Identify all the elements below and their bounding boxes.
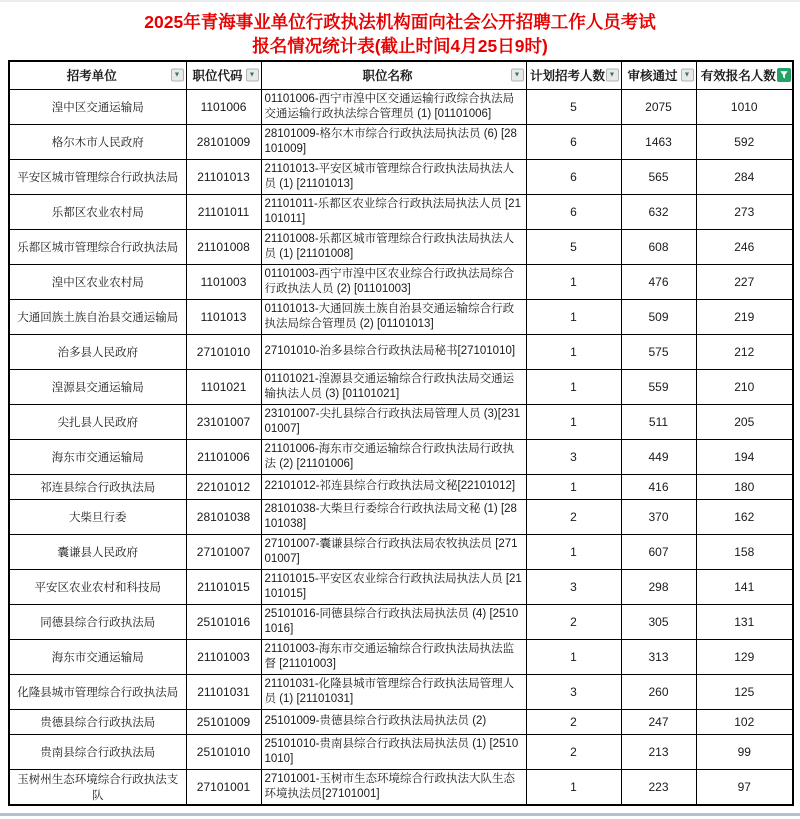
column-header: [261, 61, 526, 89]
table-row: [9, 474, 793, 499]
code-cell: 21101008: [186, 229, 261, 264]
planned-count-cell: 1: [526, 299, 621, 334]
valid-count-cell: 97: [696, 769, 793, 805]
table-row: [9, 159, 793, 194]
unit-cell: 海东市交通运输局: [9, 639, 186, 674]
position-cell: 21101008-乐都区城市管理综合行政执法局执法人员 (1) [21101008]: [261, 229, 526, 264]
planned-count-cell: 3: [526, 439, 621, 474]
approved-count-cell: 565: [621, 159, 696, 194]
filter-dropdown-button[interactable]: [171, 69, 184, 82]
column-header-label: 职位代码: [192, 69, 243, 84]
table-row: [9, 299, 793, 334]
unit-cell: 大柴旦行委: [9, 499, 186, 534]
unit-cell: 乐都区城市管理综合行政执法局: [9, 229, 186, 264]
planned-count-cell: 2: [526, 709, 621, 734]
column-header-label: 职位名称: [362, 69, 413, 84]
approved-count-cell: 313: [621, 639, 696, 674]
valid-count-cell: 125: [696, 674, 793, 709]
code-cell: 25101010: [186, 734, 261, 769]
code-cell: 22101012: [186, 474, 261, 499]
table-row: [9, 674, 793, 709]
approved-count-cell: 416: [621, 474, 696, 499]
planned-count-cell: 5: [526, 89, 621, 124]
position-cell: 21101003-海东市交通运输综合行政执法局执法监督 [21101003]: [261, 639, 526, 674]
funnel-icon: [779, 70, 789, 80]
position-cell: 27101010-治多县综合行政执法局秘书[27101010]: [261, 334, 526, 369]
approved-count-cell: 476: [621, 264, 696, 299]
unit-cell: 贵德县综合行政执法局: [9, 709, 186, 734]
position-cell: 28101038-大柴旦行委综合行政执法局文秘 (1) [28101038]: [261, 499, 526, 534]
planned-count-cell: 2: [526, 604, 621, 639]
planned-count-cell: 2: [526, 734, 621, 769]
approved-count-cell: 2075: [621, 89, 696, 124]
table-row: [9, 709, 793, 734]
column-header: [526, 61, 621, 89]
valid-count-cell: 99: [696, 734, 793, 769]
code-cell: 21101006: [186, 439, 261, 474]
chevron-down-icon: ▼: [513, 71, 521, 79]
bottom-edge-divider: [0, 813, 800, 816]
unit-cell: 治多县人民政府: [9, 334, 186, 369]
code-cell: 21101031: [186, 674, 261, 709]
approved-count-cell: 1463: [621, 124, 696, 159]
code-cell: 27101010: [186, 334, 261, 369]
table-row: [9, 89, 793, 124]
column-header: [696, 61, 793, 89]
planned-count-cell: 6: [526, 194, 621, 229]
planned-count-cell: 1: [526, 769, 621, 805]
recruitment-stats-table: [8, 60, 794, 806]
valid-count-cell: 162: [696, 499, 793, 534]
approved-count-cell: 607: [621, 534, 696, 569]
column-header: [186, 61, 261, 89]
approved-count-cell: 305: [621, 604, 696, 639]
table-row: [9, 499, 793, 534]
unit-cell: 化隆县城市管理综合行政执法局: [9, 674, 186, 709]
valid-count-cell: 158: [696, 534, 793, 569]
chevron-down-icon: ▼: [608, 71, 616, 79]
valid-count-cell: 273: [696, 194, 793, 229]
filter-active-icon[interactable]: [777, 68, 791, 82]
column-header: [621, 61, 696, 89]
unit-cell: 平安区农业农村和科技局: [9, 569, 186, 604]
approved-count-cell: 575: [621, 334, 696, 369]
valid-count-cell: 194: [696, 439, 793, 474]
position-cell: 25101010-贵南县综合行政执法局执法员 (1) [25101010]: [261, 734, 526, 769]
approved-count-cell: 632: [621, 194, 696, 229]
column-header-label: 审核通过: [627, 69, 678, 84]
valid-count-cell: 284: [696, 159, 793, 194]
valid-count-cell: 180: [696, 474, 793, 499]
planned-count-cell: 1: [526, 534, 621, 569]
code-cell: 1101003: [186, 264, 261, 299]
position-cell: 25101009-贵德县综合行政执法局执法员 (2): [261, 709, 526, 734]
valid-count-cell: 102: [696, 709, 793, 734]
approved-count-cell: 511: [621, 404, 696, 439]
approved-count-cell: 509: [621, 299, 696, 334]
valid-count-cell: 129: [696, 639, 793, 674]
header-row: [9, 61, 793, 89]
unit-cell: 海东市交通运输局: [9, 439, 186, 474]
unit-cell: 湟中区交通运输局: [9, 89, 186, 124]
approved-count-cell: 223: [621, 769, 696, 805]
approved-count-cell: 247: [621, 709, 696, 734]
planned-count-cell: 1: [526, 474, 621, 499]
code-cell: 1101021: [186, 369, 261, 404]
valid-count-cell: 227: [696, 264, 793, 299]
unit-cell: 湟源县交通运输局: [9, 369, 186, 404]
position-cell: 21101015-平安区农业综合行政执法局执法人员 [21101015]: [261, 569, 526, 604]
approved-count-cell: 449: [621, 439, 696, 474]
approved-count-cell: 260: [621, 674, 696, 709]
valid-count-cell: 205: [696, 404, 793, 439]
table-row: [9, 439, 793, 474]
unit-cell: 乐都区农业农村局: [9, 194, 186, 229]
filter-dropdown-button[interactable]: [246, 69, 259, 82]
code-cell: 1101006: [186, 89, 261, 124]
valid-count-cell: 246: [696, 229, 793, 264]
filter-dropdown-button[interactable]: [681, 69, 694, 82]
unit-cell: 湟中区农业农村局: [9, 264, 186, 299]
code-cell: 1101013: [186, 299, 261, 334]
position-cell: 01101021-湟源县交通运输综合行政执法局交通运输执法人员 (3) [01101021]: [261, 369, 526, 404]
code-cell: 28101009: [186, 124, 261, 159]
approved-count-cell: 298: [621, 569, 696, 604]
position-cell: 22101012-祁连县综合行政执法局文秘[22101012]: [261, 474, 526, 499]
planned-count-cell: 6: [526, 159, 621, 194]
planned-count-cell: 1: [526, 264, 621, 299]
planned-count-cell: 6: [526, 124, 621, 159]
valid-count-cell: 1010: [696, 89, 793, 124]
unit-cell: 贵南县综合行政执法局: [9, 734, 186, 769]
code-cell: 21101013: [186, 159, 261, 194]
code-cell: 25101016: [186, 604, 261, 639]
table-row: [9, 404, 793, 439]
table-row: [9, 334, 793, 369]
table-row: [9, 194, 793, 229]
table-row: [9, 639, 793, 674]
report-title-line1: 2025年青海事业单位行政执法机构面向社会公开招聘工作人员考试: [144, 12, 656, 32]
table-row: [9, 264, 793, 299]
table-row: [9, 229, 793, 264]
position-cell: 25101016-同德县综合行政执法局执法员 (4) [25101016]: [261, 604, 526, 639]
valid-count-cell: 219: [696, 299, 793, 334]
valid-count-cell: 592: [696, 124, 793, 159]
valid-count-cell: 141: [696, 569, 793, 604]
position-cell: 01101006-西宁市湟中区交通运输行政综合执法局交通运输行政执法综合管理员 (1) [01101006]: [261, 89, 526, 124]
code-cell: 27101001: [186, 769, 261, 805]
page-title: [0, 2, 800, 58]
position-cell: 01101013-大通回族土族自治县交通运输综合行政执法局综合管理员 (2) [01101013]: [261, 299, 526, 334]
filter-dropdown-button[interactable]: [511, 69, 524, 82]
position-cell: 01101003-西宁市湟中区农业综合行政执法局综合行政执法人员 (2) [01101003]: [261, 264, 526, 299]
chevron-down-icon: ▼: [173, 71, 181, 79]
planned-count-cell: 3: [526, 569, 621, 604]
planned-count-cell: 2: [526, 499, 621, 534]
approved-count-cell: 559: [621, 369, 696, 404]
approved-count-cell: 370: [621, 499, 696, 534]
unit-cell: 尖扎县人民政府: [9, 404, 186, 439]
unit-cell: 格尔木市人民政府: [9, 124, 186, 159]
table-row: [9, 604, 793, 639]
unit-cell: 玉树州生态环境综合行政执法支队: [9, 769, 186, 805]
code-cell: 21101003: [186, 639, 261, 674]
table-row: [9, 569, 793, 604]
position-cell: 27101007-囊谦县综合行政执法局农牧执法员 [27101007]: [261, 534, 526, 569]
planned-count-cell: 5: [526, 229, 621, 264]
planned-count-cell: 1: [526, 404, 621, 439]
table-row: [9, 124, 793, 159]
code-cell: 25101009: [186, 709, 261, 734]
column-header-label: 招考单位: [66, 69, 117, 84]
unit-cell: 大通回族土族自治县交通运输局: [9, 299, 186, 334]
position-cell: 21101006-海东市交通运输综合行政执法局行政执法 (2) [21101006]: [261, 439, 526, 474]
position-cell: 28101009-格尔木市综合行政执法局执法员 (6) [28101009]: [261, 124, 526, 159]
column-header-label: 有效报名人数: [700, 69, 776, 84]
position-cell: 21101013-平安区城市管理综合行政执法局执法人员 (1) [21101013]: [261, 159, 526, 194]
code-cell: 21101015: [186, 569, 261, 604]
position-cell: 21101011-乐都区农业综合行政执法局执法人员 [21101011]: [261, 194, 526, 229]
filter-dropdown-button[interactable]: [606, 69, 619, 82]
code-cell: 23101007: [186, 404, 261, 439]
unit-cell: 平安区城市管理综合行政执法局: [9, 159, 186, 194]
valid-count-cell: 212: [696, 334, 793, 369]
planned-count-cell: 1: [526, 639, 621, 674]
position-cell: 21101031-化隆县城市管理综合行政执法局管理人员 (1) [21101031]: [261, 674, 526, 709]
unit-cell: 祁连县综合行政执法局: [9, 474, 186, 499]
unit-cell: 同德县综合行政执法局: [9, 604, 186, 639]
chevron-down-icon: ▼: [683, 71, 691, 79]
table-row: [9, 769, 793, 805]
code-cell: 28101038: [186, 499, 261, 534]
planned-count-cell: 3: [526, 674, 621, 709]
code-cell: 21101011: [186, 194, 261, 229]
code-cell: 27101007: [186, 534, 261, 569]
approved-count-cell: 608: [621, 229, 696, 264]
column-header: [9, 61, 186, 89]
table-row: [9, 534, 793, 569]
position-cell: 27101001-玉树市生态环境综合行政执法大队生态环境执法员[27101001]: [261, 769, 526, 805]
approved-count-cell: 213: [621, 734, 696, 769]
unit-cell: 囊谦县人民政府: [9, 534, 186, 569]
valid-count-cell: 131: [696, 604, 793, 639]
valid-count-cell: 210: [696, 369, 793, 404]
table-row: [9, 734, 793, 769]
position-cell: 23101007-尖扎县综合行政执法局管理人员 (3)[23101007]: [261, 404, 526, 439]
table-row: [9, 369, 793, 404]
planned-count-cell: 1: [526, 369, 621, 404]
planned-count-cell: 1: [526, 334, 621, 369]
report-title-line2: 报名情况统计表(截止时间4月25日9时): [252, 36, 548, 56]
chevron-down-icon: ▼: [248, 71, 256, 79]
column-header-label: 计划招考人数: [529, 69, 605, 84]
